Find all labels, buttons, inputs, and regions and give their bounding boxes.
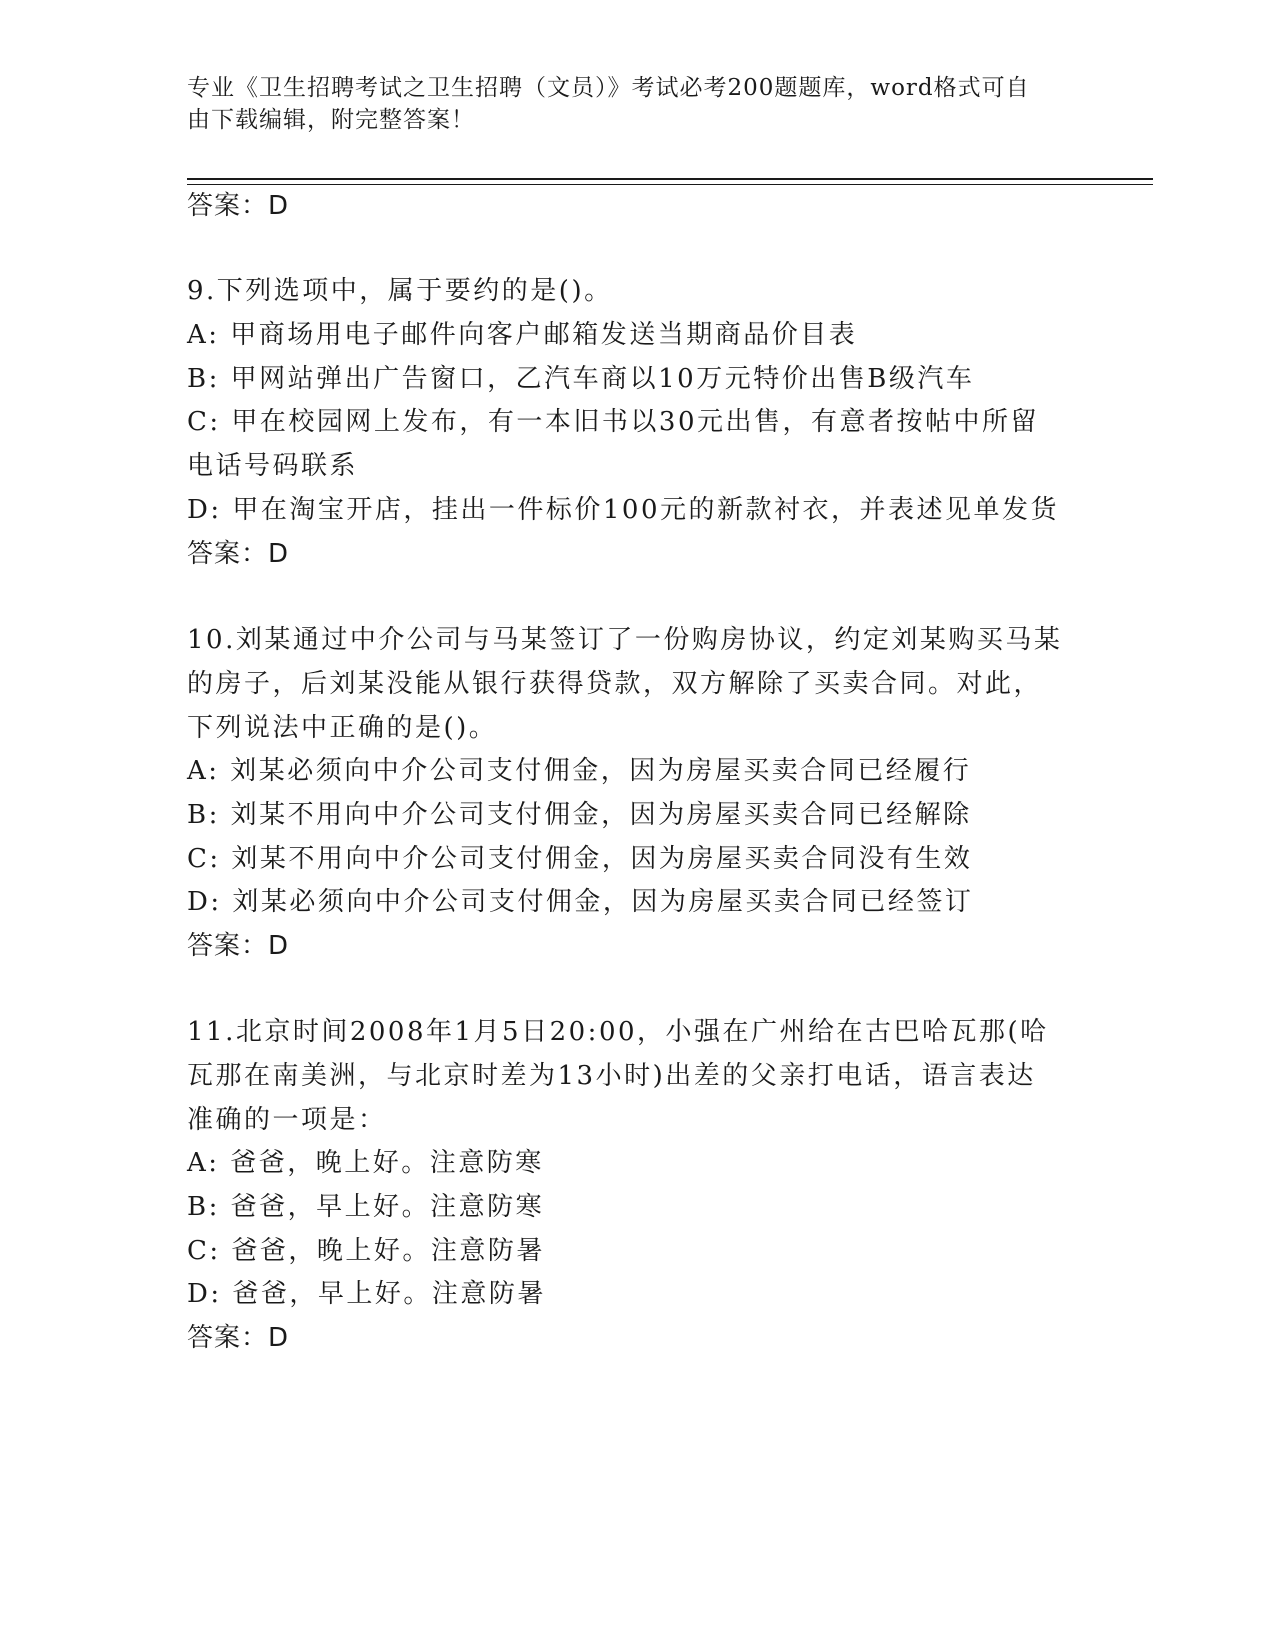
document-header — [187, 72, 1067, 136]
question-10-stem-line-3: 下列说法中正确的是()。 — [187, 713, 498, 743]
question-10-option-d: D: 刘某必须向中介公司支付佣金，因为房屋买卖合同已经签订 — [187, 887, 974, 917]
question-11-stem-line-2: 瓦那在南美洲，与北京时差为13小时)出差的父亲打电话，语言表达 — [187, 1061, 1036, 1091]
question-11-stem-line-3: 准确的一项是： — [187, 1105, 387, 1135]
question-10-answer: 答案：D — [187, 931, 290, 961]
header-divider-thick — [187, 178, 1153, 180]
question-9-stem: 9.下列选项中，属于要约的是()。 — [187, 276, 613, 306]
question-10-option-b: B: 刘某不用向中介公司支付佣金，因为房屋买卖合同已经解除 — [187, 800, 972, 830]
question-11-answer: 答案：D — [187, 1323, 290, 1353]
question-9-option-a: A: 甲商场用电子邮件向客户邮箱发送当期商品价目表 — [187, 320, 858, 350]
question-10-stem-line-1: 10.刘某通过中介公司与马某签订了一份购房协议，约定刘某购买马某 — [187, 625, 1063, 655]
header-line-1: 专业《卫生招聘考试之卫生招聘（文员）》考试必考200题题库，word格式可自 — [187, 75, 1030, 101]
question-9-option-c-line-2: 电话号码联系 — [187, 451, 359, 481]
header-line-2: 由下载编辑，附完整答案！ — [187, 107, 475, 133]
question-11-option-b: B: 爸爸，早上好。注意防寒 — [187, 1192, 545, 1222]
question-11-stem-line-1: 11.北京时间2008年1月5日20:00，小强在广州给在古巴哈瓦那(哈 — [187, 1017, 1049, 1047]
header-divider-thin — [187, 184, 1153, 185]
question-10-option-c: C: 刘某不用向中介公司支付佣金，因为房屋买卖合同没有生效 — [187, 844, 973, 874]
answer-previous: 答案：D — [187, 191, 290, 221]
question-10-stem-line-2: 的房子，后刘某没能从银行获得贷款，双方解除了买卖合同。对此， — [187, 669, 1043, 699]
question-10-option-a: A: 刘某必须向中介公司支付佣金，因为房屋买卖合同已经履行 — [187, 756, 972, 786]
question-9-option-c-line-1: C: 甲在校园网上发布，有一本旧书以30元出售，有意者按帖中所留 — [187, 407, 1040, 437]
question-9-option-d: D: 甲在淘宝开店，挂出一件标价100元的新款衬衣，并表述见单发货 — [187, 495, 1059, 525]
question-11-option-d: D: 爸爸，早上好。注意防暑 — [187, 1279, 546, 1309]
question-9-option-b: B: 甲网站弹出广告窗口，乙汽车商以10万元特价出售B级汽车 — [187, 364, 975, 394]
question-11-option-a: A: 爸爸，晚上好。注意防寒 — [187, 1148, 544, 1178]
question-11-option-c: C: 爸爸，晚上好。注意防暑 — [187, 1236, 545, 1266]
question-9-answer: 答案：D — [187, 539, 290, 569]
